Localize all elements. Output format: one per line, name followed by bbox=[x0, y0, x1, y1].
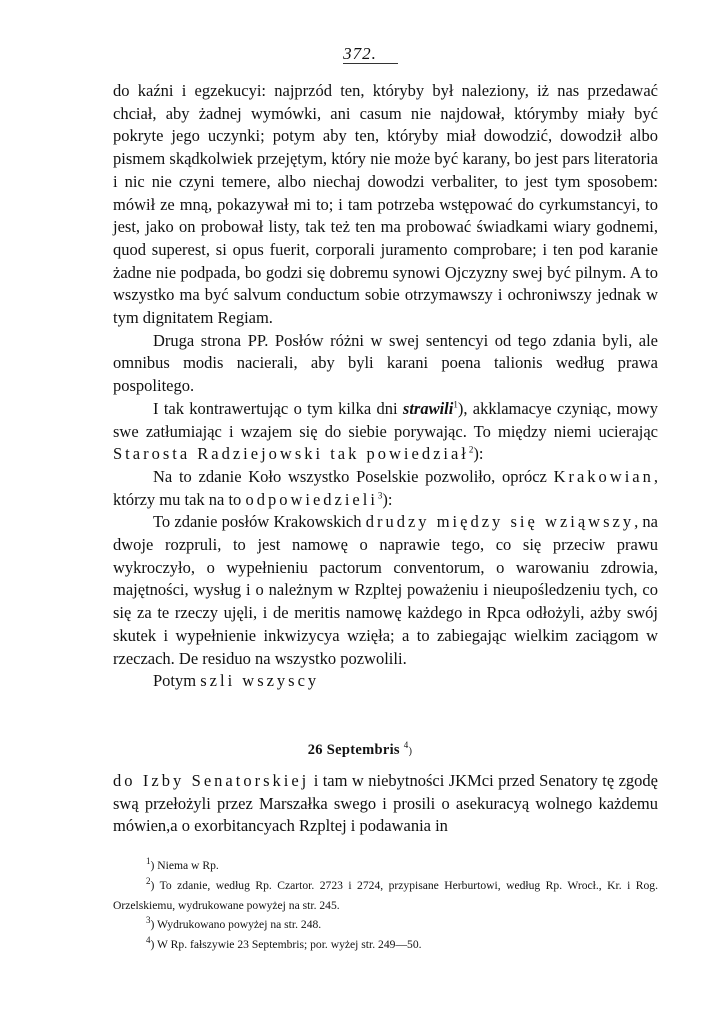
footnote-text: ) To zdanie, według Rp. Czartor. 2723 i 2724, przypisane Herburtowi, według Rp. Wrocł., Kr. i Rog. Orzelskiemu, wydrukowane powyżej na str. 245. bbox=[113, 878, 658, 912]
footnote-text: ) Wydrukowano powyżej na str. 248. bbox=[150, 918, 322, 932]
izba-senatorska-spaced: do Izby Senatorskiej bbox=[113, 771, 310, 790]
paragraph-1: do kaźni i egzekucyi: najprzód ten, któryby był naleziony, iż nas przedawać chciał, aby żadnej wymówki, ani casum nie najdował, którymby miały być pokryte jego uczynki; potym aby ten, któryby miał dowodzić, dowodził albo pismem skądkolwiek przejętym, który nie może być karany, bo jest pars literatoria i nic nie czyni temere, albo niechaj dowodzi verbaliter, to jest tym sposobem: mówił ze mną, pokazywał mi to; i tam potrzeba wstępować do cyrkumstancyi, to jest, jako on probował listy, tak też ten ma probować świadkami wiary godnemi, quod superest, si opus fuerit, corporali juramento comprobare; i ten pod karanie żadne nie podpada, bo godzi się dobremu synowi Ojczyzny swej być pilnym. A to wszystko ma być salvum conductum sobie otrzymawszy i ochroniwszy jednak w tym dignitatem Regiam. bbox=[113, 81, 658, 328]
date-heading-text: 26 Septembris bbox=[307, 742, 400, 758]
paragraph-4-text-c: ): bbox=[382, 489, 393, 509]
footnote-3 bbox=[113, 915, 658, 935]
paragraph-3-text-b: ), akklamacye czyniąc, mowy swe zatłumiając i wzajem się do siebie porywając. To między niemi ucierając bbox=[113, 398, 658, 441]
footnote-4 bbox=[113, 935, 658, 955]
drudzy-spaced: drudzy między się wziąwszy bbox=[365, 512, 635, 532]
date-heading-paren: ) bbox=[408, 746, 413, 757]
footnotes bbox=[113, 856, 658, 955]
paragraph-5-text-b: , na dwoje rozpruli, to jest namowę o naprawie tego, co się przeciw prawu wykroczyło, o wypełnieniu pactorum conventorum, o warowaniu zdrowia, majętności, wysług i o należnym w Rzpltej poważeniu i nieupośledzeniu tych, co się za te rzeczy ujęli, i de meritis namowę każdego in Rpca odłożyli, ażby swój skutek i wypełnienie inkwizycya wzięła; a to zabiegając wielkim zaciągom w rzeczach. De residuo na wszystko pozwolili. bbox=[113, 512, 658, 668]
page-number: 372. bbox=[343, 44, 377, 63]
paragraph-3-text-c: ): bbox=[473, 444, 484, 464]
paragraph-5-text-a: To zdanie posłów Krakowskich bbox=[153, 512, 366, 532]
radziejowski-spaced: Starosta Radziejowski tak powiedział bbox=[113, 444, 469, 464]
paragraph-3 bbox=[113, 398, 658, 466]
footnote-text: ) Niema w Rp. bbox=[150, 859, 219, 872]
strawili-word: strawili bbox=[402, 398, 454, 418]
footnote-ref-4: 4 bbox=[403, 740, 409, 751]
main-text bbox=[113, 80, 658, 693]
footnote-1 bbox=[113, 856, 658, 876]
page-number-rule bbox=[343, 63, 398, 64]
footnote-ref-3: 3 bbox=[377, 490, 383, 501]
footnote-ref-1: 1 bbox=[453, 399, 458, 410]
paragraph-6 bbox=[113, 670, 658, 693]
footnote-2 bbox=[113, 876, 658, 916]
footnote-marker: 4 bbox=[146, 935, 151, 946]
krakowian-spaced: Krakowian bbox=[553, 466, 654, 486]
footnote-marker: 1 bbox=[146, 856, 151, 867]
footnote-ref-2: 2 bbox=[468, 444, 474, 455]
paragraph-6-text-a: Potym bbox=[153, 671, 201, 691]
date-heading bbox=[0, 742, 720, 759]
paragraph-2: Druga strona PP. Posłów różni w swej sentencyi od tego zdania byli, ale omnibus modis nacierali, aby byli karani poena talionis według prawa pospolitego. bbox=[113, 330, 658, 396]
odpowiedzieli-spaced: odpowiedzieli bbox=[245, 489, 378, 509]
section-paragraph bbox=[113, 770, 658, 838]
szli-wszyscy-spaced: szli wszyscy bbox=[200, 671, 320, 691]
section-text bbox=[113, 770, 658, 838]
section-paragraph-text: i tam w niebytności JKMci przed Senatory tę zgodę swą przełożyli przez Marszałka swego i prosili o asekuracyą wolnego każdemu mówien,a o exorbitancyach Rzpltej i podawania in bbox=[113, 771, 659, 836]
footnote-text: ) W Rp. fałszywie 23 Septembris; por. wyżej str. 249—50. bbox=[150, 938, 422, 952]
paragraph-4-text-a: Na to zdanie Koło wszystko Poselskie pozwoliło, oprócz bbox=[153, 466, 554, 486]
paragraph-3-text-a: I tak kontrawertując o tym kilka dni bbox=[153, 398, 403, 418]
paragraph-4 bbox=[113, 466, 658, 511]
footnote-marker: 3 bbox=[146, 915, 151, 926]
paragraph-5 bbox=[113, 511, 658, 670]
footnote-marker: 2 bbox=[146, 875, 151, 886]
paragraph-4-text-b: , którzy mu tak na to bbox=[113, 466, 658, 509]
